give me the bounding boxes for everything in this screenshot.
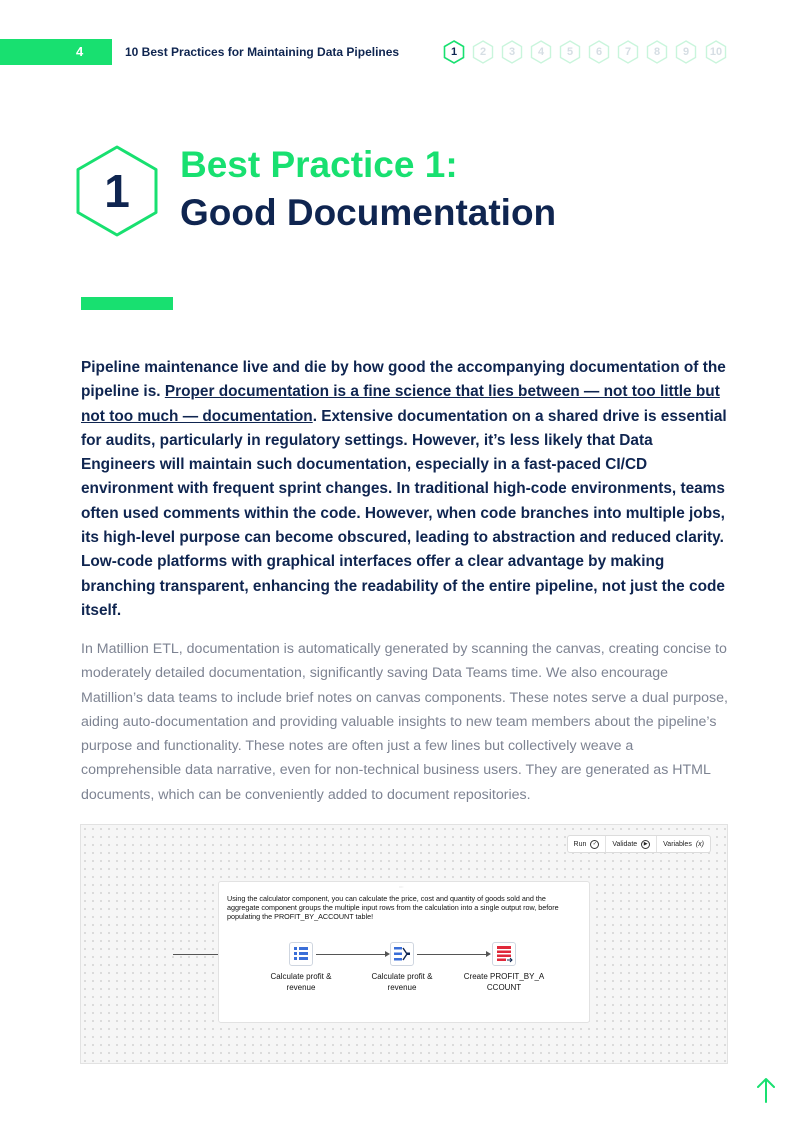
lead-text-start: Pipeline maintenance live and die by how good the accompanying documentation of the pipeline is. bbox=[81, 359, 726, 401]
validate-button[interactable] bbox=[605, 836, 656, 852]
note-drag-handle[interactable]: :::: bbox=[399, 884, 404, 889]
chapter-nav-item-7[interactable]: 7 bbox=[616, 40, 640, 64]
arrow-up-icon[interactable] bbox=[755, 1076, 777, 1104]
component-create-table[interactable] bbox=[459, 942, 549, 993]
chapter-nav bbox=[442, 40, 732, 66]
lead-text-end: . Extensive documentation on a shared drive is essential for audits, particularly in regulatory settings. However, it’s less likely that Data Engineers will maintain such documentation, especially in a fast-paced CI/CD environment with frequent sprint changes. In traditional high-code environments, teams often used comments within the code. However, when code branches into multiple jobs, its high-level purpose can become obscured, leading to abstraction and reduced clarity. Low-code platforms with graphical interfaces offer a clear advantage by making branching transparent, enhancing the readability of the entire pipeline, not just the code itself. bbox=[81, 407, 727, 619]
component-label: Create PROFIT_BY_ACCOUNT bbox=[463, 972, 545, 992]
chapter-nav-item-2[interactable]: 2 bbox=[471, 40, 495, 64]
lead-paragraph bbox=[81, 356, 731, 623]
chapter-nav-item-6[interactable]: 6 bbox=[587, 40, 611, 64]
section-title-line1: Best Practice 1: bbox=[180, 144, 458, 185]
page-number: 4 bbox=[76, 44, 84, 59]
section-title-line2: Good Documentation bbox=[180, 192, 557, 233]
variables-icon: (x) bbox=[695, 840, 704, 848]
header-accent-bar bbox=[0, 39, 112, 65]
chapter-nav-item-4[interactable]: 4 bbox=[529, 40, 553, 64]
run-button[interactable] bbox=[568, 836, 606, 852]
aggregate-icon bbox=[390, 942, 414, 966]
component-label: Calculate profit & revenue bbox=[371, 972, 433, 992]
chapter-nav-item-3[interactable]: 3 bbox=[500, 40, 524, 64]
chapter-nav-item-10[interactable]: 10 bbox=[704, 40, 728, 64]
chapter-nav-item-5[interactable]: 5 bbox=[558, 40, 582, 64]
variables-button[interactable] bbox=[656, 836, 710, 852]
body-paragraph: In Matillion ETL, documentation is automatically generated by scanning the canvas, creating concise to moderately detailed documentation, significantly saving Data Teams time. We also encourage Matillion’s data teams to include brief notes on canvas components. These notes serve a dual purpose, aiding auto-documentation and providing valuable insights to new team members about the pipeline’s purpose and functionality. These notes are often just a few lines but collectively weave a comprehensible data narrative, even for non-technical business users. They are generated as HTML documents, which can be conveniently added to document repositories. bbox=[81, 641, 728, 803]
section-number-hexagon bbox=[75, 145, 159, 237]
component-aggregate[interactable] bbox=[357, 942, 447, 993]
note-text: Using the calculator component, you can calculate the price, cost and quantity of goods sold and the aggregate component groups the multiple input rows from the calculation into a single output row, before populating the PROFIT_BY_ACCOUNT table! bbox=[227, 894, 559, 922]
chapter-nav-item-9[interactable]: 9 bbox=[674, 40, 698, 64]
table-output-icon bbox=[492, 942, 516, 966]
chapter-nav-item-1[interactable]: 1 bbox=[442, 40, 466, 64]
pipeline-canvas-screenshot bbox=[80, 824, 728, 1064]
run-label: Run bbox=[573, 840, 587, 848]
documentation-link[interactable]: Proper documentation is a fine science that lies between — not too little but not too much — documentation bbox=[81, 383, 720, 425]
calculator-icon bbox=[289, 942, 313, 966]
component-label: Calculate profit & revenue bbox=[270, 972, 332, 992]
canvas-toolbar bbox=[567, 835, 711, 853]
document-title: 10 Best Practices for Maintaining Data Pipelines bbox=[125, 45, 400, 59]
run-check-icon: ✓ bbox=[590, 840, 599, 849]
variables-label: Variables bbox=[663, 840, 692, 848]
section-number: 1 bbox=[104, 165, 130, 217]
title-accent-bar bbox=[81, 297, 173, 310]
component-calculator[interactable] bbox=[256, 942, 346, 993]
validate-label: Validate bbox=[612, 840, 638, 848]
chapter-nav-item-8[interactable]: 8 bbox=[645, 40, 669, 64]
validate-play-icon: ▶ bbox=[641, 840, 650, 849]
